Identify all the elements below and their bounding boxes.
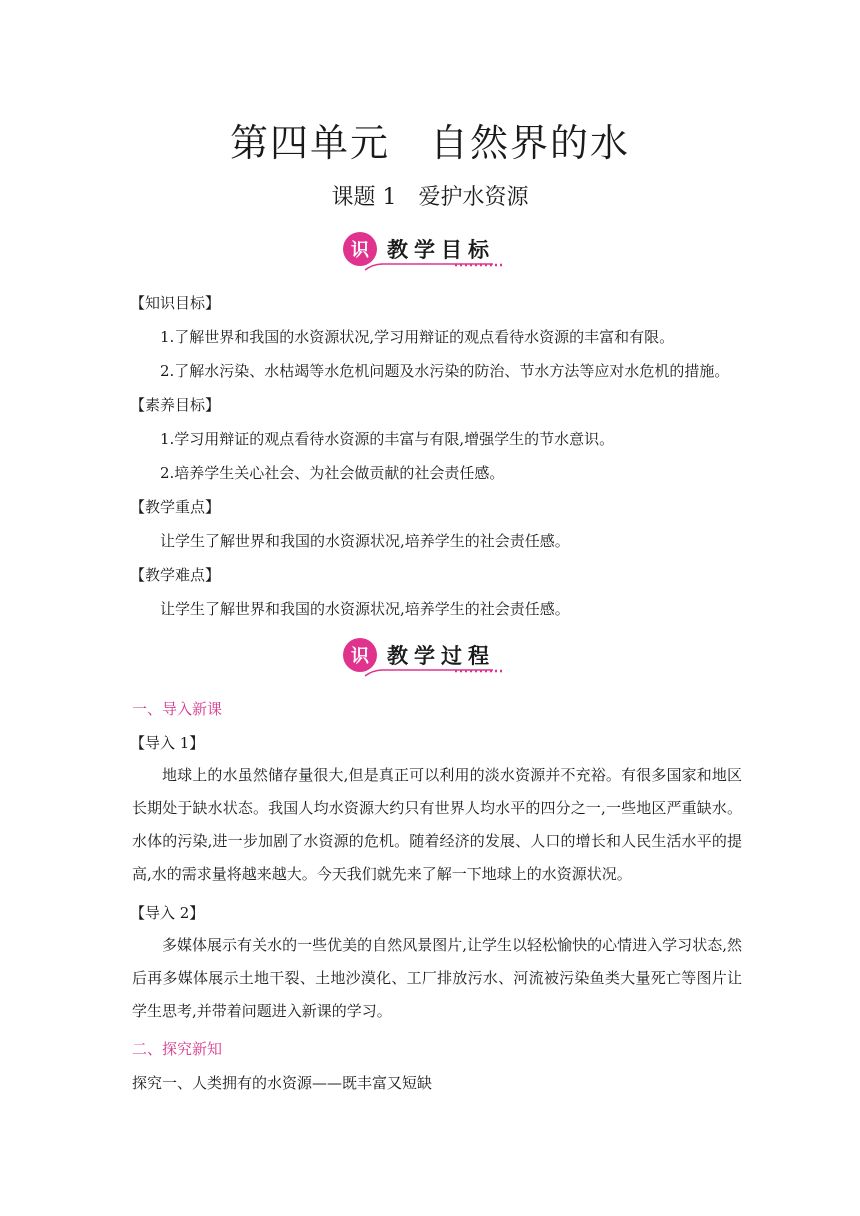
key-points-text: 让学生了解世界和我国的水资源状况,培养学生的社会责任感。 [160,532,570,550]
banner-underline-icon [343,662,513,682]
process-banner [343,638,513,684]
lesson-title: 课题 1 爱护水资源 [331,185,529,210]
literacy-item-2: 2.培养学生关心社会、为社会做贡献的社会责任感。 [160,464,505,482]
badge-icon: 识 [343,638,377,672]
section1-heading: 一、导入新课 [132,700,223,718]
intro1-paragraph: 地球上的水虽然储存量很大,但是真正可以利用的淡水资源并不充裕。有很多国家和地区长期处于缺水状态。我国人均水资源大约只有世界人均水平的四分之一,一些地区严重缺水。水体的污染,进一步加剧了水资源的危机。随着经济的发展、人口的增长和人民生活水平的提高,水的需求量将越来越大。今天我们就先来了解一下地球上的水资源状况。 [132,766,742,883]
literacy-item-1: 1.学习用辩证的观点看待水资源的丰富与有限,增强学生的节水意识。 [160,430,615,448]
intro1-heading: 【导入 1】 [130,734,205,752]
section2-heading: 二、探究新知 [132,1040,223,1058]
literacy-heading: 【素养目标】 [130,396,221,414]
banner-underline-icon [343,256,513,276]
badge-icon: 识 [343,232,377,266]
objectives-banner-label: 教学目标 [387,238,495,262]
knowledge-item-1: 1.了解世界和我国的水资源状况,学习用辩证的观点看待水资源的丰富和有限。 [160,328,675,346]
objectives-banner [343,232,513,278]
process-banner-label: 教学过程 [387,644,495,668]
explore1-title: 探究一、人类拥有的水资源——既丰富又短缺 [132,1074,433,1092]
difficulty-heading: 【教学难点】 [130,566,221,584]
difficulty-text: 让学生了解世界和我国的水资源状况,培养学生的社会责任感。 [160,600,570,618]
intro2-paragraph: 多媒体展示有关水的一些优美的自然风景图片,让学生以轻松愉快的心情进入学习状态,然后再多媒体展示土地干裂、土地沙漠化、工厂排放污水、河流被污染鱼类大量死亡等图片让学生思考,并带着问题进入新课的学习。 [132,936,742,1020]
chapter-title: 第四单元 自然界的水 [229,121,630,165]
knowledge-heading: 【知识目标】 [130,294,221,312]
knowledge-item-2: 2.了解水污染、水枯竭等水危机问题及水污染的防治、节水方法等应对水危机的措施。 [160,362,730,380]
key-points-heading: 【教学重点】 [130,498,221,516]
intro2-heading: 【导入 2】 [130,904,205,922]
